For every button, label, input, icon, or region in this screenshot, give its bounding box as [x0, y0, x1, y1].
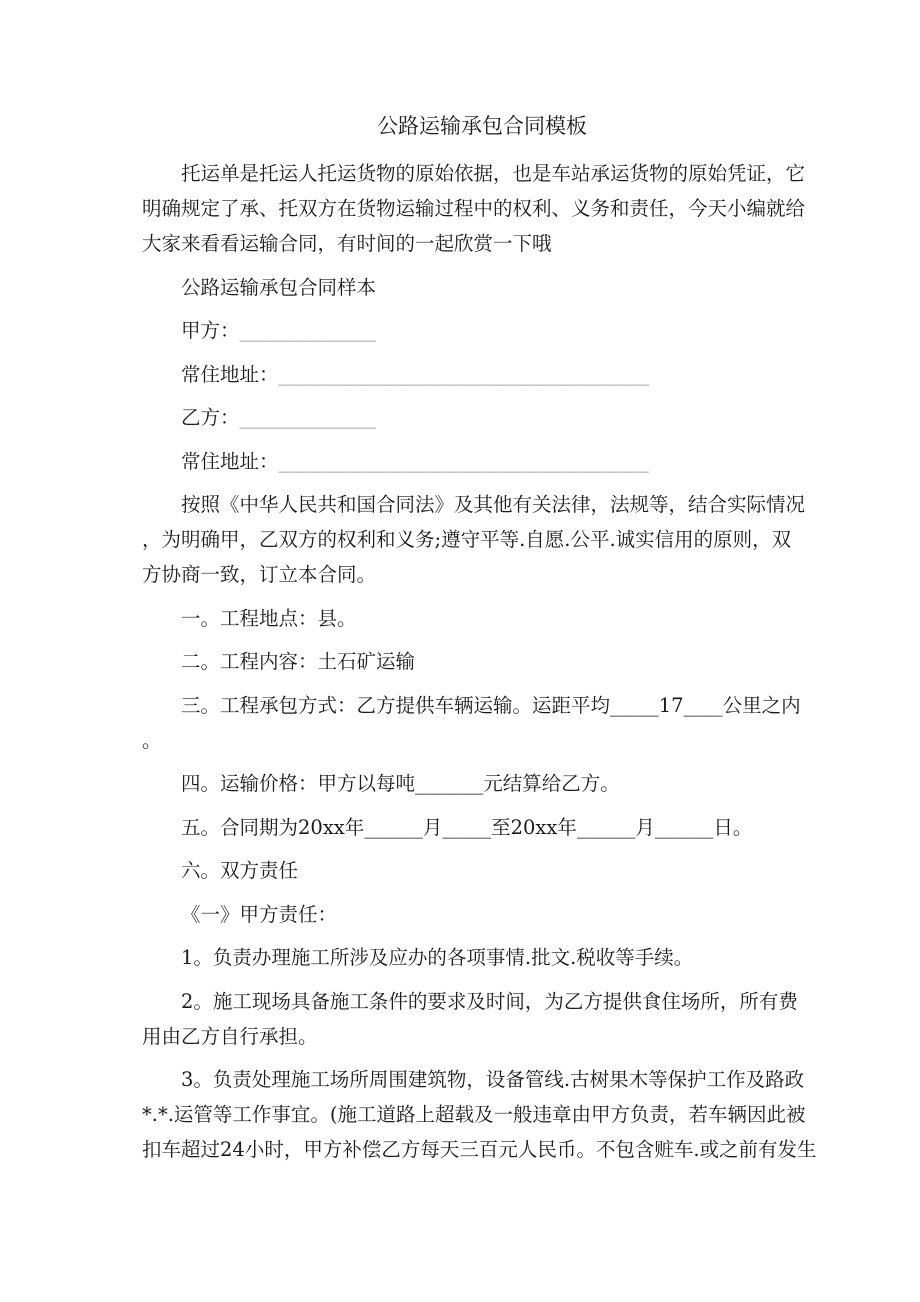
party-a-blank: ______________ [239, 319, 377, 342]
preamble-line: 按照《中华人民共和国合同法》及其他有关法律，法规等，结合实际情况 [181, 493, 806, 516]
party-b-blank: ______________ [239, 406, 377, 429]
intro-line: 托运单是托运人托运货物的原始依据，也是车站承运货物的原始凭证，它 [181, 162, 806, 185]
responsibility-a2 [142, 984, 798, 1054]
clause-3-prefix: 三。工程承包方式：乙方提供车辆运输。运距平均 [181, 693, 611, 717]
party-a-address-label: 常住地址： [181, 362, 279, 386]
responsibility-a2-line: 2。施工现场具备施工条件的要求及时间，为乙方提供食住场所，所有费 [181, 989, 798, 1013]
clause-3-blank-2: ____ [683, 693, 723, 717]
clause-3-line [142, 688, 801, 723]
intro-line: 明确规定了承、托双方在货物运输过程中的权利、义务和责任，今天小编就给 [142, 197, 806, 220]
party-b-address-blank: ______________________________________ [278, 449, 650, 473]
clause-5-blank: _____ [442, 815, 492, 839]
responsibility-a1: 1。负责办理施工所涉及应办的各项事情.批文.税收等手续。 [181, 946, 694, 969]
party-b-address-field [142, 444, 780, 479]
clause-3-suffix: 公里之内 [722, 693, 801, 717]
preamble-line: 方协商一致，订立本合同。 [142, 563, 377, 586]
intro-line: 大家来看看运输合同，有时间的一起欣赏一下哦 [142, 232, 552, 255]
clause-4-prefix: 四。运输价格：甲方以每吨 [181, 772, 416, 795]
clause-5-blank: ______ [364, 815, 423, 839]
party-b-field [142, 400, 780, 435]
clause-3-distance: 17 [658, 693, 684, 717]
responsibility-a3 [142, 1062, 817, 1167]
clause-5-text: 五。合同期为20xx年 [181, 815, 365, 839]
party-a-responsibility-heading: 《一》甲方责任： [181, 902, 338, 926]
clause-3-blank-1: _____ [610, 693, 659, 717]
clause-5-text: 日。 [713, 815, 753, 839]
clause-5 [142, 810, 780, 845]
preamble-line: ，为明确甲，乙双方的权利和义务;遵守平等.自愿.公平.诚实信用的原则，双 [142, 528, 792, 551]
clause-4 [142, 766, 780, 801]
responsibility-a3-line: 3。负责处理施工场所周围建筑物，设备管线.古树果木等保护工作及路政 [181, 1068, 805, 1091]
clause-6: 六。双方责任 [181, 859, 299, 882]
responsibility-a3-line: *.*.运管等工作事宜。(施工道路上超载及一般违章由甲方负责，若车辆因此被 [142, 1103, 806, 1126]
clause-4-suffix: 元结算给乙方。 [483, 772, 620, 795]
clause-2: 二。工程内容：土石矿运输 [181, 650, 416, 673]
party-a-label: 甲方： [181, 319, 240, 342]
party-a-field [142, 313, 780, 348]
responsibility-a3-line: 扣车超过24小时，甲方补偿乙方每天三百元人民币。不包含赃车.或之前有发生 [142, 1138, 817, 1161]
clause-5-text: 月 [635, 815, 655, 839]
clause-5-blank: ______ [576, 815, 636, 839]
sample-heading: 公路运输承包合同样本 [181, 275, 377, 299]
party-a-address-field [142, 357, 780, 392]
clause-5-text: 月 [422, 815, 443, 839]
party-b-label: 乙方： [181, 406, 240, 429]
responsibility-a2-line: 用由乙方自行承担。 [142, 1024, 318, 1048]
document-body [142, 156, 817, 1176]
document-title: 公路运输承包合同模板 [377, 114, 587, 138]
clause-3 [142, 688, 801, 758]
party-a-address-blank: ______________________________________ [278, 362, 650, 386]
intro-paragraph [142, 156, 806, 261]
preamble-paragraph [142, 487, 806, 592]
clause-1: 一。工程地点：县。 [181, 606, 357, 630]
clause-5-text: 至20xx年 [491, 815, 577, 839]
clause-3-line-2: 。 [142, 728, 162, 752]
clause-5-blank: ______ [654, 815, 714, 839]
clause-4-blank: _______ [415, 772, 484, 795]
party-b-address-label: 常住地址： [181, 449, 279, 473]
